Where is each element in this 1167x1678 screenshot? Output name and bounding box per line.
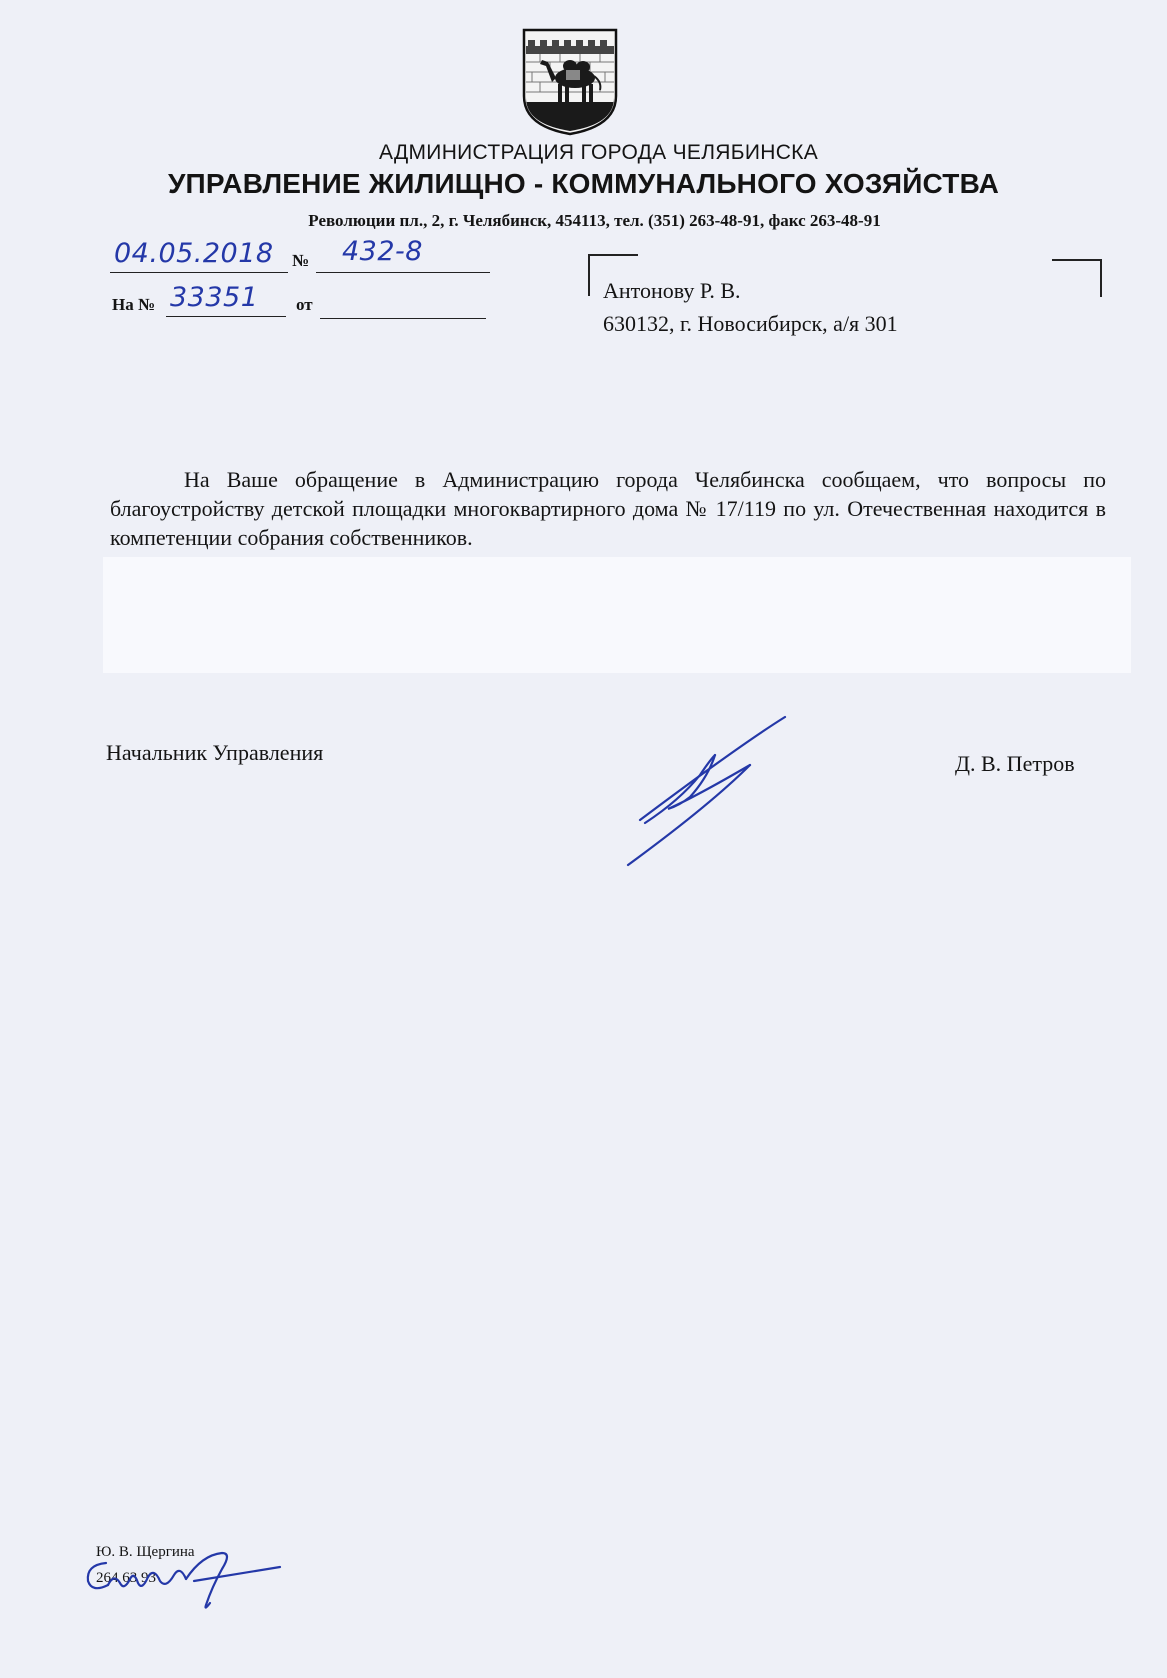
city-coat-of-arms-icon [520, 26, 620, 136]
reply-to-label: На № [112, 295, 156, 314]
outgoing-date-value: 04.05.2018 [114, 238, 274, 269]
addressee-address: 630132, г. Новосибирск, а/я 301 [603, 311, 898, 336]
signer-position: Начальник Управления [106, 740, 324, 765]
redacted-area [103, 557, 1131, 673]
executor-name: Ю. В. Щергина [96, 1544, 195, 1560]
administration-name: АДМИНИСТРАЦИЯ ГОРОДА ЧЕЛЯБИНСКА [378, 141, 818, 164]
addressee-block [603, 274, 898, 340]
reply-to-number-value: 33351 [170, 282, 259, 313]
reply-to-number-line [166, 316, 286, 317]
number-label: № [292, 251, 310, 270]
outgoing-number-value: 432-8 [342, 236, 423, 267]
addressee-name: Антонову Р. В. [603, 278, 741, 303]
executor-signature [82, 1545, 282, 1615]
handwritten-signature [620, 705, 795, 870]
addressee-bracket-right [1052, 259, 1102, 297]
outgoing-date-line [110, 272, 288, 273]
from-date-line [320, 318, 486, 319]
department-name: УПРАВЛЕНИЕ ЖИЛИЩНО - КОММУНАЛЬНОГО ХОЗЯЙСТВА [167, 168, 1000, 199]
letter-body: На Ваше обращение в Администрацию города Челябинска сообщаем, что вопросы по благоустройству детской площадки многоквартирного дома № 17/119 по ул. Отечественная находится в компетенции собрания собственников. [110, 467, 1106, 550]
executor-phone: 264 63 93 [96, 1570, 156, 1586]
department-address: Революции пл., 2, г. Челябинск, 454113, тел. (351) 263-48-91, факс 263-48-91 [308, 211, 881, 230]
from-label: от [296, 295, 313, 314]
signer-name: Д. В. Петров [955, 751, 1075, 776]
outgoing-number-line [316, 272, 490, 273]
